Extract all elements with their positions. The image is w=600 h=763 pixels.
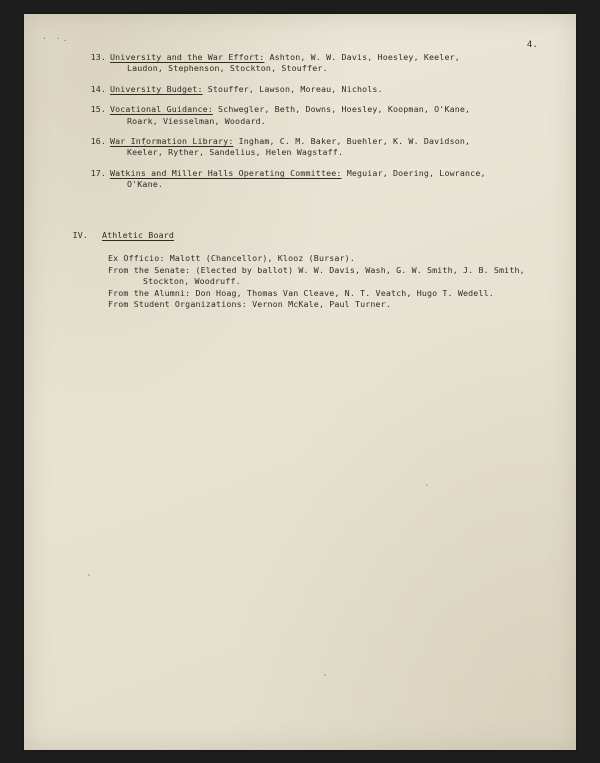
list-item-names: Meguiar, Doering, Lowrance, bbox=[341, 167, 486, 178]
list-item-number: 15. bbox=[90, 104, 106, 115]
numbered-committee-list bbox=[84, 52, 554, 200]
list-item-body bbox=[110, 52, 554, 63]
list-item-continuation: Keeler, Ryther, Sandelius, Helen Wagstaff. bbox=[127, 147, 344, 158]
athletic-board-section bbox=[64, 230, 564, 310]
list-item bbox=[84, 84, 554, 95]
document-page bbox=[24, 14, 576, 750]
list-item-body bbox=[110, 136, 554, 147]
list-item-names: Ashton, W. W. Davis, Hoesley, Keeler, bbox=[264, 52, 460, 62]
list-item-title: Vocational Guidance: bbox=[110, 104, 213, 115]
list-item-title: University and the War Effort: bbox=[110, 52, 265, 62]
list-item bbox=[84, 136, 554, 159]
list-item-continuation: O'Kane. bbox=[127, 179, 164, 190]
list-item-body bbox=[110, 168, 554, 179]
membership-line: From the Senate: (Elected by ballot) W. W. Davis, Wash, G. W. Smith, J. B. Smith, bbox=[108, 264, 525, 275]
section-membership-lines bbox=[64, 253, 564, 310]
membership-line: Ex Officio: Malott (Chancellor), Klooz (Bursar). bbox=[108, 253, 355, 264]
section-title: Athletic Board bbox=[102, 230, 175, 240]
section-roman-numeral: IV. bbox=[72, 230, 88, 240]
corner-pencil-marks: · ·. bbox=[42, 34, 70, 43]
membership-line: From the Alumni: Don Hoag, Thomas Van Cleave, N. T. Veatch, Hugo T. Wedell. bbox=[108, 287, 494, 298]
list-item bbox=[84, 52, 554, 75]
list-item-continuation: Laudon, Stephenson, Stockton, Stouffer. bbox=[127, 63, 328, 74]
membership-line-continuation: Stockton, Woodruff. bbox=[143, 276, 241, 287]
list-item-title: War Information Library: bbox=[110, 136, 234, 147]
list-item-names: Schwegler, Beth, Downs, Hoesley, Koopman, O'Kane, bbox=[212, 104, 471, 115]
list-item-names: Ingham, C. M. Baker, Buehler, K. W. Davidson, bbox=[233, 136, 471, 147]
list-item-number: 14. bbox=[90, 83, 106, 94]
list-item-body bbox=[110, 84, 554, 95]
page-number: 4. bbox=[526, 40, 538, 50]
list-item bbox=[84, 104, 554, 127]
membership-line: From Student Organizations: Vernon McKale, Paul Turner. bbox=[108, 299, 391, 310]
list-item bbox=[84, 168, 554, 191]
list-item-title: Watkins and Miller Halls Operating Committee: bbox=[110, 167, 342, 178]
list-item-body bbox=[110, 104, 554, 115]
list-item-title: University Budget: bbox=[110, 83, 203, 94]
list-item-number: 17. bbox=[90, 167, 106, 178]
list-item-continuation: Roark, Viesselman, Woodard. bbox=[127, 115, 266, 126]
list-item-number: 13. bbox=[90, 52, 106, 62]
list-item-number: 16. bbox=[90, 136, 106, 147]
list-item-names: Stouffer, Lawson, Moreau, Nichols. bbox=[202, 83, 383, 94]
section-heading bbox=[64, 230, 564, 241]
typed-text-layer bbox=[24, 14, 576, 750]
